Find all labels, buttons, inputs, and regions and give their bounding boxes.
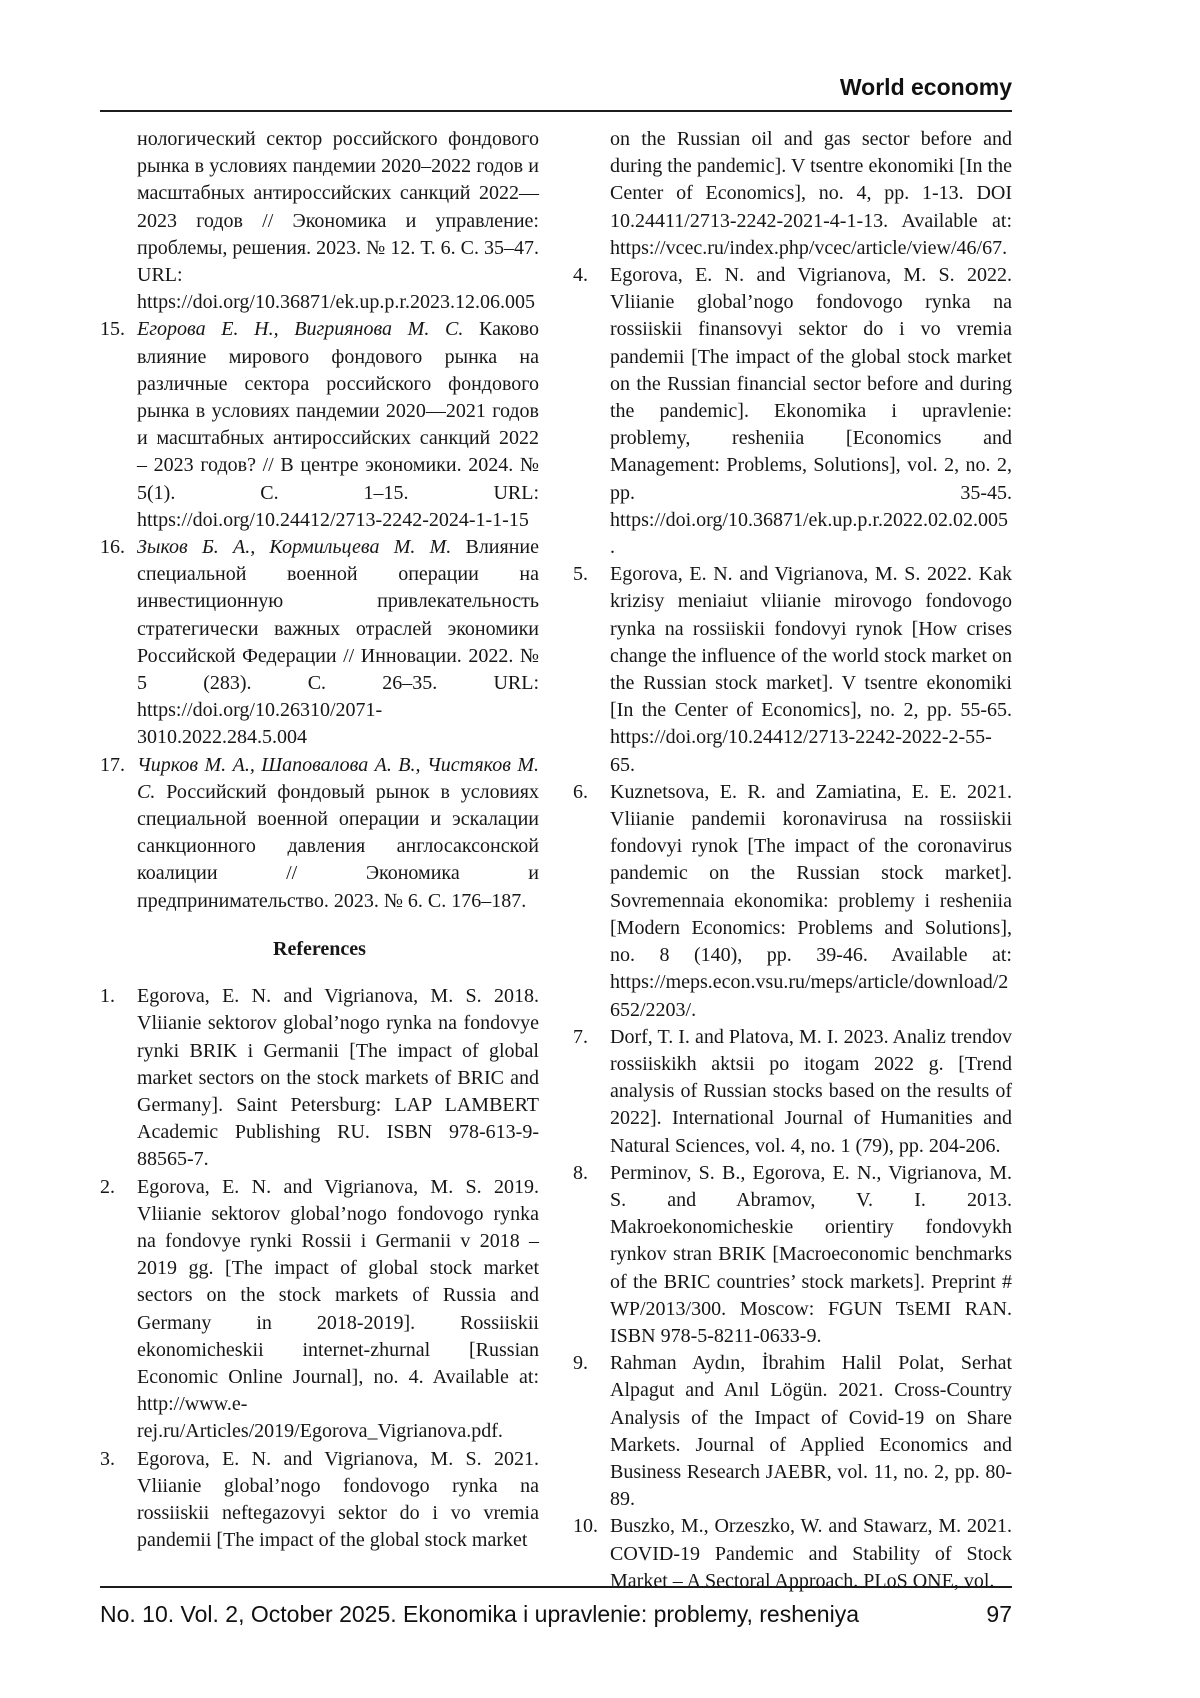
footer — [100, 1601, 1012, 1628]
reference-text: Egorova, E. N. and Vigrianova, M. S. 2021. Vliianie global’nogo fondovogo rynka na rossiiskii neftegazovyi sektor do i vo vremia pandemii [The impact of the global stock market — [137, 1447, 539, 1552]
reference-text: Buszko, M., Orzeszko, W. and Stawarz, M. 2021. COVID-19 Pandemic and Stability of Stock Market – A Sectoral Approach. PLoS ONE, vol. — [610, 1515, 1012, 1592]
reference-number: 15. — [100, 318, 125, 341]
reference-authors: Чирков М. А., Шаповалова А. В., Чистяков М. С. — [137, 753, 539, 803]
reference-item-6 — [573, 779, 1012, 1024]
reference-number: 8. — [573, 1161, 588, 1184]
footer-journal-info: No. 10. Vol. 2, October 2025. Ekonomika i upravlenie: problemy, resheniya — [100, 1601, 859, 1627]
footer-rule — [100, 1586, 1012, 1588]
reference-authors: Зыков Б. А., Кормильцева М. М. — [137, 536, 452, 559]
left-column — [100, 126, 539, 1595]
reference-text: Влияние специальной военной операции на инвестиционную привлекательность стратегически важных отраслей экономики Российской Федерации // Инновации. 2022. № 5 (283). С. 26–35. URL: https://doi.org/10.26310/2071-3010.2022.284.5.004 — [137, 536, 539, 749]
reference-item-9 — [573, 1350, 1012, 1513]
reference-text: Dorf, T. I. and Platova, M. I. 2023. Analiz trendov rossiiskikh aktsii po itogam 2022 g. [Trend analysis of Russian stocks based on the results of 2022]. International Journal of Humanities and Natural Sciences, vol. 4, no. 1 (79), pp. 204-206. — [610, 1025, 1012, 1157]
reference-text: Egorova, E. N. and Vigrianova, M. S. 2018. Vliianie sektorov global’nogo rynka na fondovye rynki BRIK i Germanii [The impact of global market sectors on the stock markets of BRIC and Germany]. Saint Petersburg: LAP LAMBERT Academic Publishing RU. ISBN 978-613-9-88565-7. — [137, 985, 539, 1171]
reference-number: 10. — [573, 1515, 598, 1538]
reference-item-3 — [100, 1446, 539, 1555]
reference-14-continuation: нологический сектор российского фондового рынка в условиях пандемии 2020–2022 годов и масштабных антироссийских санкций 2022—2023 годов // Экономика и управление: проблемы, решения. 2023. № 12. Т. 6. С. 35–47. URL: https://doi.org/10.36871/ek.up.p.r.2023.12.06.005 — [137, 128, 539, 314]
reference-text: Perminov, S. B., Egorova, E. N., Vigrianova, M. S. and Abramov, V. I. 2013. Makroekonomicheskie orientiry fondovykh rynkov stran BRIK [Macroeconomic benchmarks of the BRIC countries’ stock markets]. Preprint # WP/2013/300. Moscow: FGUN TsEMI RAN. ISBN 978-5-8211-0633-9. — [610, 1161, 1012, 1347]
running-head: World economy — [839, 74, 1012, 100]
reference-text: Российский фондовый рынок в условиях специальной военной операции и эскалации санкционного давления англосаксонской коалиции // Экономика и предпринимательство. 2023. № 6. С. 176–187. — [137, 780, 539, 912]
reference-number: 4. — [573, 264, 588, 287]
right-column — [573, 126, 1012, 1595]
reference-text: Egorova, E. N. and Vigrianova, M. S. 2022. Kak krizisy meniaiut vliianie mirovogo fondovogo rynka na rossiiskii fondovyi rynok [How crises change the influence of the world stock market on the Russian stock market]. V tsentre ekonomiki [In the Center of Economics], no. 2, pp. 55-65. https://doi.org/10.24412/2713-2242-2022-2-55-65. — [610, 563, 1012, 776]
reference-item-10 — [573, 1513, 1012, 1595]
reference-item-16 — [100, 534, 539, 752]
reference-text: Egorova, E. N. and Vigrianova, M. S. 2019. Vliianie sektorov global’nogo fondovogo rynka na fondovye rynki Rossii i Germanii v 2018 – 2019 gg. [The impact of global stock market sectors on the stock markets of Russia and Germany in 2018-2019]. Rossiiskii ekonomicheskii internet-zhurnal [Russian Economic Online Journal], no. 4. Available at: http://www.e-rej.ru/Articles/2019/Egorova_Vigrianova.pdf. — [137, 1175, 539, 1443]
reference-authors: Егорова Е. Н., Вигриянова М. С. — [137, 318, 464, 341]
header-rule — [100, 110, 1012, 112]
reference-text: Kuznetsova, E. R. and Zamiatina, E. E. 2021. Vliianie pandemii koronavirusa na rossiiskii fondovyi rynok [The impact of the coronavirus pandemic on the Russian stock market]. Sovremennaia ekonomika: problemy i resheniia [Modern Economics: Problems and Solutions], no. 8 (140), pp. 39-46. Available at: https://meps.econ.vsu.ru/meps/article/download/2652/2203/. — [610, 780, 1012, 1021]
reference-number: 1. — [100, 985, 115, 1008]
reference-item-4 — [573, 262, 1012, 561]
reference-number: 9. — [573, 1352, 588, 1375]
reference-number: 7. — [573, 1025, 588, 1048]
reference-item-17 — [100, 752, 539, 915]
reference-item-7 — [573, 1024, 1012, 1160]
page-number: 97 — [986, 1601, 1012, 1627]
reference-number: 2. — [100, 1175, 115, 1198]
reference-text: Egorova, E. N. and Vigrianova, M. S. 2022. Vliianie global’nogo fondovogo rynka na rossiiskii finansovyi sektor do i vo vremia pandemii [The impact of the global stock market on the Russian financial sector before and during the pandemic]. Ekonomika i upravlenie: problemy, resheniia [Economics and Management: Problems, Solutions], vol. 2, no. 2, pp. 35-45. https://doi.org/10.36871/ek.up.p.r.2022.02.02.005. — [610, 264, 1012, 559]
reference-item-15 — [100, 316, 539, 534]
reference-item-2 — [100, 1174, 539, 1446]
reference-number: 6. — [573, 780, 588, 803]
references-heading: References — [273, 937, 366, 960]
reference-number: 3. — [100, 1447, 115, 1470]
reference-item-8 — [573, 1160, 1012, 1350]
reference-number: 5. — [573, 563, 588, 586]
reference-text: Rahman Aydın, İbrahim Halil Polat, Serhat Alpagut and Anıl Lögün. 2021. Cross-Country Analysis of the Impact of Covid-19 on Share Markets. Journal of Applied Economics and Business Research JAEBR, vol. 11, no. 2, pp. 80-89. — [610, 1352, 1012, 1511]
reference-number: 17. — [100, 753, 125, 776]
reference-number: 16. — [100, 536, 125, 559]
reference-item-5 — [573, 561, 1012, 779]
text-columns — [100, 126, 1012, 1595]
reference-text: Каково влияние мирового фондового рынка на различные сектора российского фондового рынка в условиях пандемии 2020—2021 годов и масштабных антироссийских санкций 2022 – 2023 годов? // В центре экономики. 2024. № 5(1). С. 1–15. URL: https://doi.org/10.24412/2713-2242-2024-1-1-15 — [137, 318, 539, 531]
reference-3-continuation: on the Russian oil and gas sector before and during the pandemic]. V tsentre ekonomiki [In the Center of Economics], no. 4, pp. 1-13. DOI 10.24411/2713-2242-2021-4-1-13. Available at: https://vcec.ru/index.php/vcec/article/view/46/67. — [610, 128, 1012, 259]
reference-item-1 — [100, 983, 539, 1173]
